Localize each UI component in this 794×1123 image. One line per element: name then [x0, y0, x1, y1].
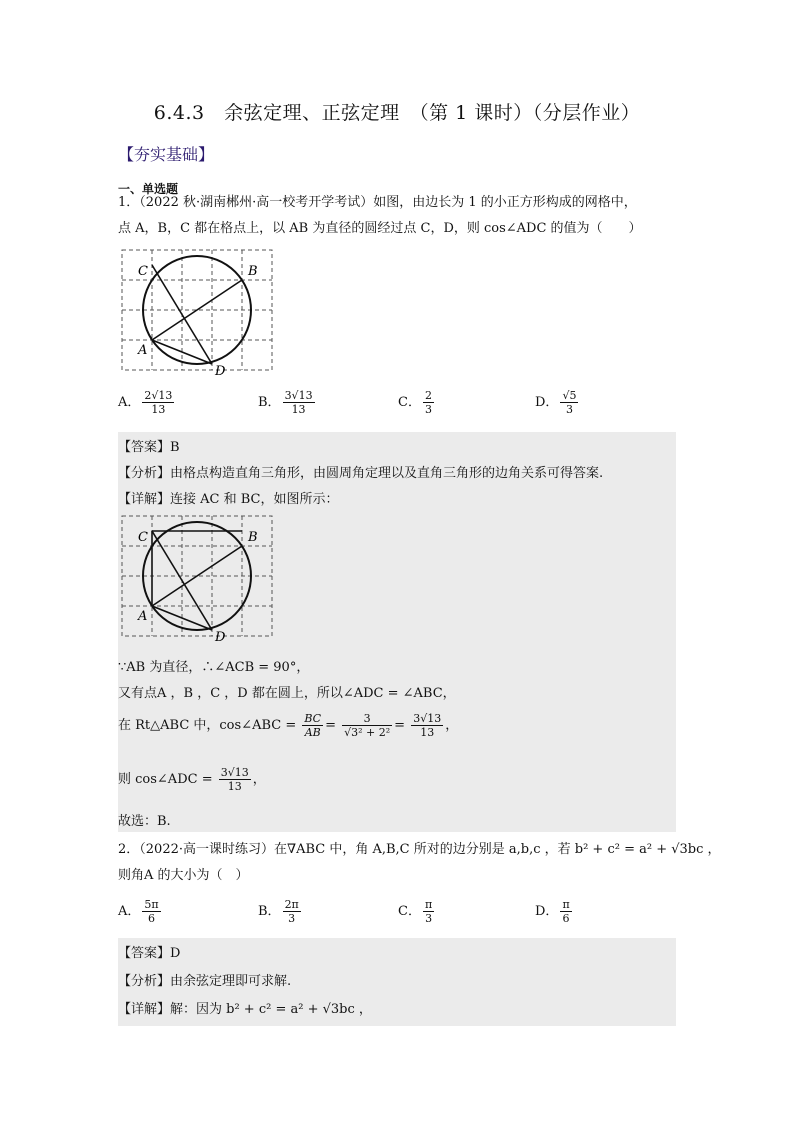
q2-option-b: B． $\frac{2\pi}{3}$: [258, 898, 299, 925]
q1-option-c: C． $\frac{2}{3}$: [398, 389, 432, 416]
q2-answer-block: [118, 938, 676, 1026]
q1-detail-label-A: A: [138, 609, 148, 624]
q1-label-B: B: [248, 264, 258, 279]
q1-detail-figure: [118, 514, 280, 644]
subsection-heading: 一、单选题: [118, 182, 179, 196]
q1-analysis: 【分析】由格点构造直角三角形，由圆周角定理以及直角三角形的边角关系可得答案.: [118, 466, 604, 481]
q1-label-C: C: [138, 264, 148, 279]
q1-answer-block: [118, 432, 676, 832]
q2-option-d: D． $\frac{\pi}{6}$: [535, 898, 570, 925]
q2-line1: 2．（2022·高一课时练习）在∇ABC 中，角 A,B,C 所对的边分别是 a,b,c ，若 b² + c² = a² + √3bc ，: [118, 842, 721, 857]
q2-analysis: 【分析】由余弦定理即可求解.: [118, 974, 292, 989]
q2-option-a: A． $\frac{5\pi}{6}$: [118, 898, 159, 925]
q1-step1: ∵AB 为直径，∴∠ACB = 90°，: [118, 660, 310, 675]
page-title: 6.4.3 余弦定理、正弦定理 （第 1 课时）（分层作业）: [153, 102, 641, 124]
q1-detail-intro: 【详解】连接 AC 和 BC，如图所示：: [118, 492, 339, 507]
q2-answer: 【答案】D: [118, 946, 181, 961]
q1-step2: 又有点A ，B ，C ，D 都在圆上，所以∠ADC = ∠ABC，: [118, 686, 456, 701]
q2-line2: 则角A 的大小为（ ）: [118, 868, 249, 883]
q1-label-A: A: [138, 343, 148, 358]
q2-detail: 【详解】解：因为 b² + c² = a² + √3bc ，: [118, 1002, 372, 1017]
q1-detail-label-B: B: [248, 530, 258, 545]
q1-answer: 【答案】B: [118, 440, 180, 455]
q1-detail-label-C: C: [138, 530, 148, 545]
q1-line2: 点 A，B，C 都在格点上，以 AB 为直径的圆经过点 C，D，则 cos∠ADC 的值为（ ）: [118, 221, 642, 236]
q2-option-c: C． $\frac{\pi}{3}$: [398, 898, 433, 925]
q1-line1: 1．（2022 秋·湖南郴州·高一校考开学考试）如图，由边长为 1 的小正方形构成的网格中，: [118, 195, 637, 210]
q1-step5: 故选：B.: [118, 814, 171, 829]
section-tag: 【夯实基础】: [118, 145, 215, 164]
q1-step4: 则 cos∠ADC = $\frac{3√13}{13}$ ，: [118, 766, 266, 793]
q1-option-a: A． $\frac{2√13}{13}$: [118, 389, 173, 416]
q1-option-b: B． $\frac{3√13}{13}$: [258, 389, 313, 416]
q1-option-d: D． $\frac{√5}{3}$: [535, 389, 577, 416]
q1-label-D: D: [215, 364, 226, 378]
q1-figure: [118, 248, 280, 378]
q1-step3: 在 Rt△ABC 中，cos∠ABC = $\frac{BC}{AB}$ = $\frac{3}{\text{√3² + 2²}}$ = $\frac{3√13}{13}$ ，: [118, 712, 459, 739]
q1-detail-label-D: D: [215, 630, 226, 644]
